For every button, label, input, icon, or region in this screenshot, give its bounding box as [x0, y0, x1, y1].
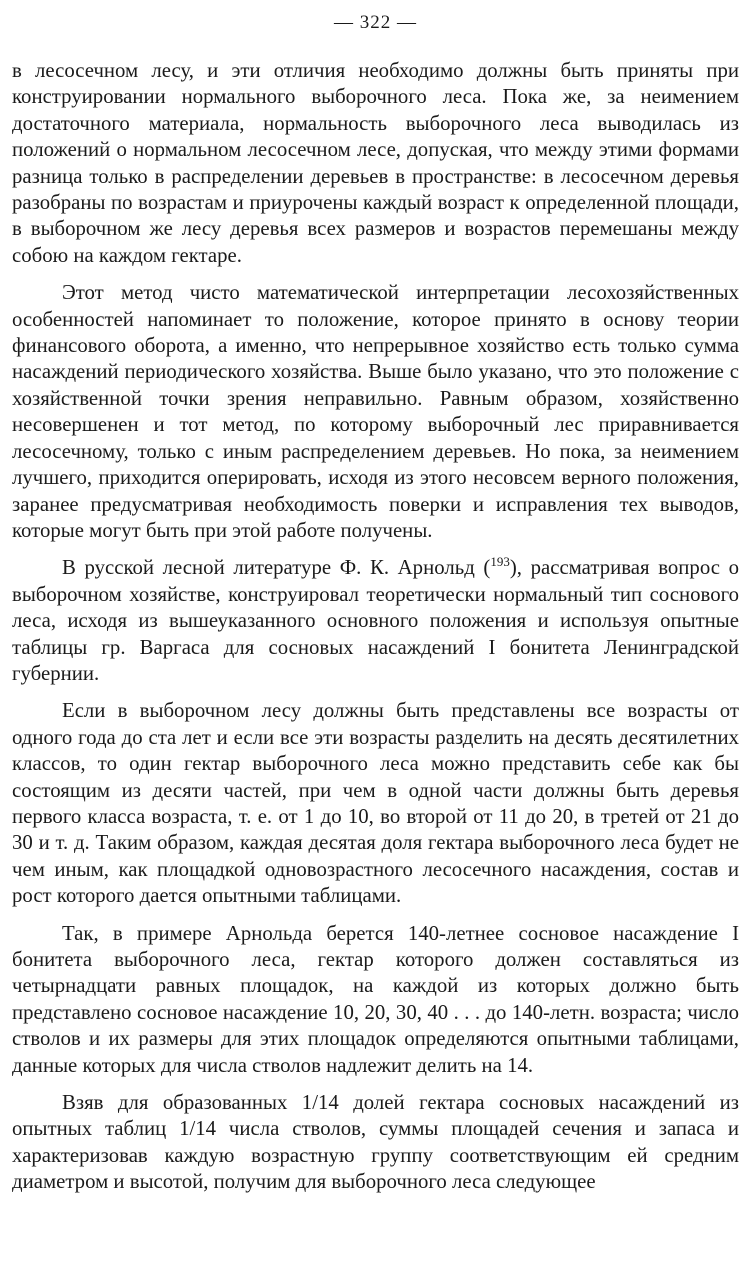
paragraph-3-text-before: В русской лесной литературе Ф. К. Арнольд (	[62, 556, 491, 580]
paragraph-3-text-after: ), рассматривая вопрос о выборочном хозяйстве, конструировал теоретически нормальный тип соснового леса, исходя из вышеуказанного основного положения и используя опытные таблицы гр. Варгаса для сосновых насаждений I бонитета Ленинградской губернии.	[12, 556, 739, 685]
page-number: — 322 —	[334, 12, 417, 33]
paragraph-2: Этот метод чисто математической интерпретации лесохозяйственных особенностей напоминает то положение, которое принято в основу теории финансового оборота, а именно, что непрерывное хозяйство есть только сумма насаждений периодического хозяйства. Выше было указано, что это положение с хозяйственной точки зрения неправильно. Равным образом, хозяйственно несовершенен и тот метод, по которому выборочный лес приравнивается лесосечному, только с иным распределением деревьев. Но пока, за неимением лучшего, приходится оперировать, исходя из этого несовсем верного положения, заранее предусматривая необходимость поверки и исправления тех выводов, которые могут быть при этой работе получены.	[12, 281, 739, 542]
paragraph-3	[12, 555, 739, 687]
paragraph-5: Так, в примере Арнольда берется 140-летнее сосновое насаждение I бонитета выборочного леса, гектар которого должен составляться из четырнадцати равных площадок, на каждой из которых должно быть представлено сосновое насаждение 10, 20, 30, 40 . . . до 140-летн. возраста; число стволов и их размеры для этих площадок определяются опытными таблицами, данные которых для числа стволов надлежит делить на 14.	[12, 921, 739, 1077]
reference-193: 193	[490, 554, 510, 570]
paragraph-6: Взяв для образованных 1/14 долей гектара сосновых насаждений из опытных таблиц 1/14 числа стволов, суммы площадей сечения и запаса и характеризовав каждую возрастную группу соответствующим ей средним диаметром и высотой, получим для выборочного леса следующее	[12, 1091, 739, 1194]
body-text	[12, 58, 739, 1196]
paragraph-4: Если в выборочном лесу должны быть представлены все возрасты от одного года до ста лет и если все эти возрасты разделить на десять десятилетних классов, то один гектар выборочного леса можно представить себе как бы состоящим из десяти частей, при чем в одной части должны быть деревья первого класса возраста, т. е. от 1 до 10, во второй от 11 до 20, в третей от 21 до 30 и т. д. Таким образом, каждая десятая доля гектара выборочного леса будет не чем иным, как площадкой одновозрастного лесосечного насаждения, состав и рост которого дается опытными таблицами.	[12, 699, 739, 908]
paragraph-1: в лесосечном лесу, и эти отличия необходимо должны быть приняты при конструировании нормального выборочного леса. Пока же, за неимением достаточного материала, нормальность выборочного леса выводилась из положений о нормальном лесосечном лесе, допуская, что между этими формами разница только в распределении деревьев в пространстве: в лесосечном деревья разобраны по возрастам и приурочены каждый возраст к определенной площади, в выборочном же лесу деревья всех размеров и возрастов перемешаны между собою на каждом гектаре.	[12, 59, 739, 267]
